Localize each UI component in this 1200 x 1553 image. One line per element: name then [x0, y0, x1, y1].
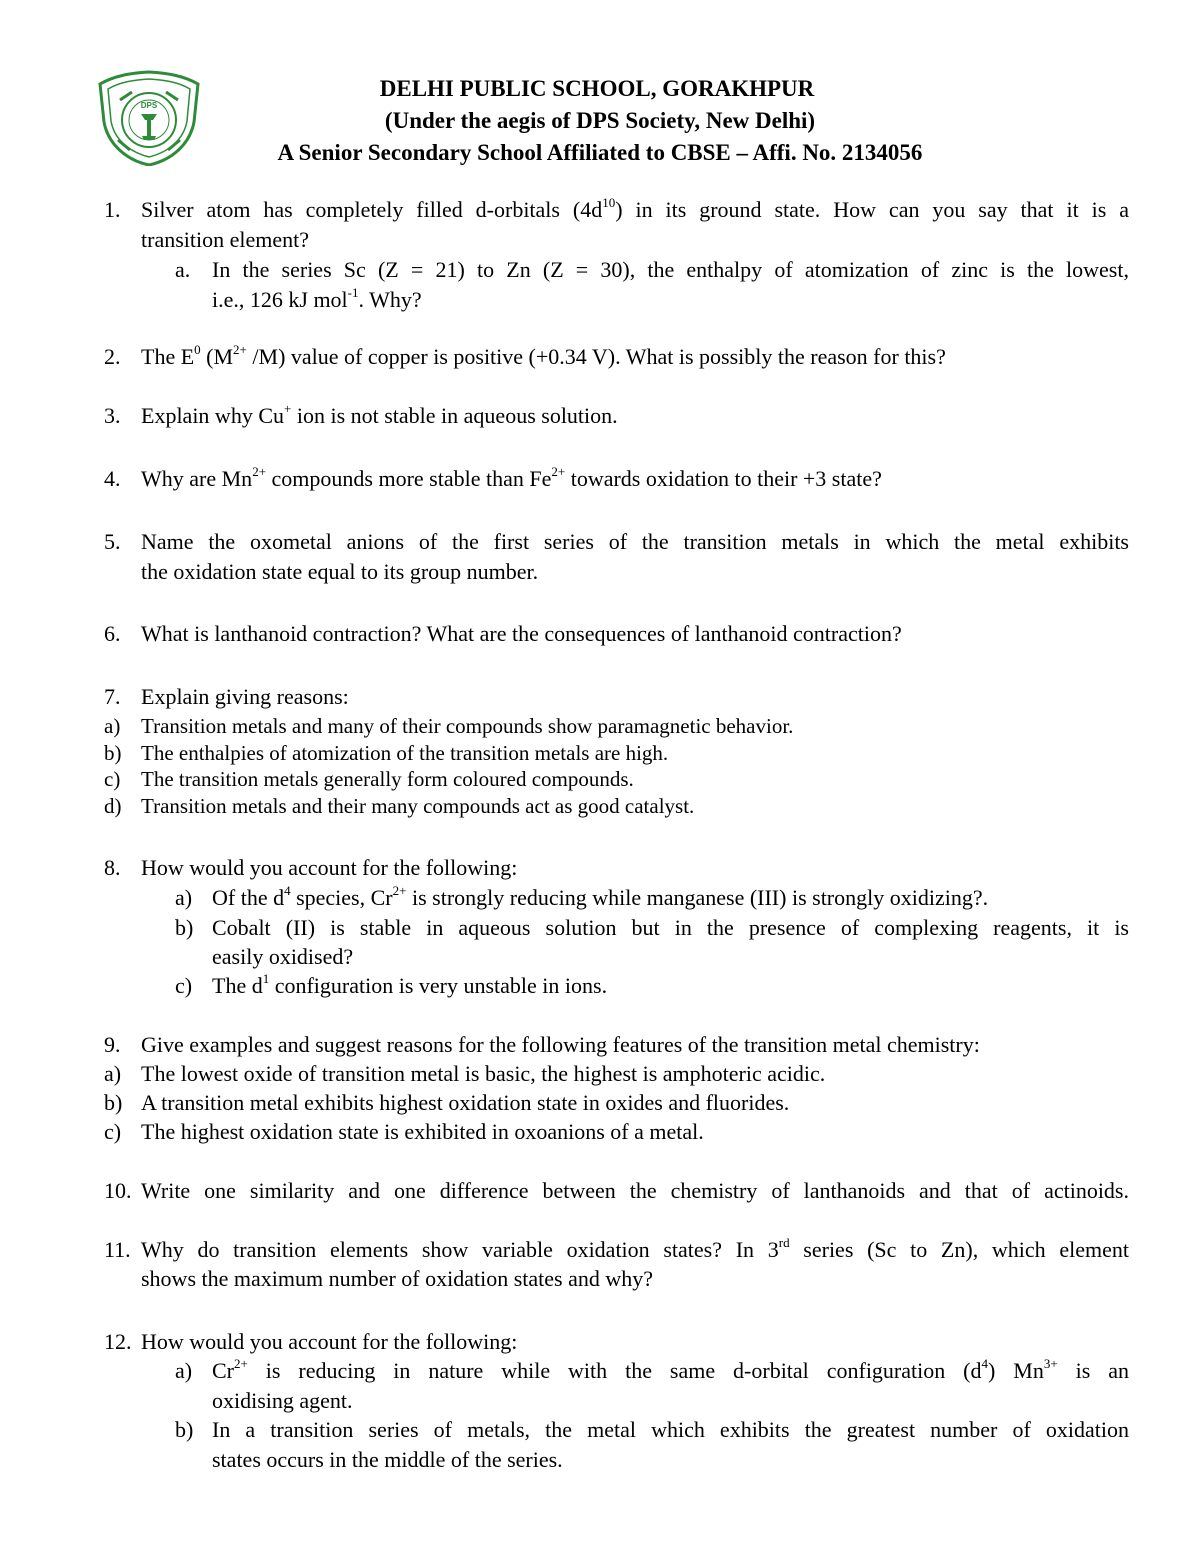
subpart-marker: a)	[175, 1358, 193, 1383]
subpart-marker: b)	[175, 915, 194, 940]
question-1a-line-1: In the series Sc (Z = 21) to Zn (Z = 30), the enthalpy of atomization of zinc is the lowest,	[212, 257, 1129, 282]
question-8-stem: How would you account for the following:	[141, 855, 518, 880]
question-8b-line-1: Cobalt (II) is stable in aqueous solution but in the presence of complexing reagents, it is	[212, 915, 1129, 940]
subpart-marker: a)	[104, 1061, 122, 1086]
question-12b-line-2: states occurs in the middle of the series.	[212, 1447, 563, 1472]
question-number: 9.	[104, 1032, 121, 1057]
question-8c: The $d^1$ configuration is very unstable in ions.	[212, 970, 608, 998]
question-number: 4.	[104, 466, 121, 491]
question-12a-line-1: $Cr^{2+}$ is reducing in nature while with the same d-orbital configuration $(d^4)$ $Mn^{3+}$ is an	[212, 1355, 1129, 1383]
subpart-marker: b)	[104, 741, 122, 765]
question-number: 1.	[104, 197, 121, 222]
question-6: What is lanthanoid contraction? What are the consequences of lanthanoid contraction?	[141, 621, 902, 646]
question-10: Write one similarity and one difference between the chemistry of lanthanoids and that of actinoids.	[141, 1178, 1129, 1203]
question-number: 3.	[104, 403, 121, 428]
school-affiliation: A Senior Secondary School Affiliated to CBSE – Affi. No. 2134056	[277, 140, 923, 165]
question-number: 7.	[104, 684, 121, 709]
svg-text:DPS: DPS	[140, 101, 158, 110]
subpart-marker: c)	[175, 973, 193, 998]
question-11-line-2: shows the maximum number of oxidation states and why?	[141, 1266, 654, 1291]
subpart-marker: b)	[104, 1090, 123, 1115]
question-number: 12.	[104, 1329, 132, 1354]
question-9-stem: Give examples and suggest reasons for the following features of the transition metal chemistry:	[141, 1032, 980, 1057]
question-9b: A transition metal exhibits highest oxidation state in oxides and fluorides.	[141, 1090, 790, 1115]
question-8b-line-2: easily oxidised?	[212, 944, 354, 969]
question-1-line-1: Silver atom has completely filled d-orbitals $(4d^{10})$ in its ground state. How can you say that it is a	[141, 194, 1129, 222]
school-aegis: (Under the aegis of DPS Society, New Delhi)	[384, 108, 816, 133]
question-7b: The enthalpies of atomization of the transition metals are high.	[141, 741, 669, 765]
subpart-marker: c)	[104, 1119, 122, 1144]
question-1a-line-2: i.e., 126 kJ mol$^{-1}$. Why?	[212, 284, 422, 312]
subpart-marker: c)	[104, 767, 121, 791]
question-4: Why are $Mn^{2+}$ compounds more stable than $Fe^{2+}$ towards oxidation to their +3 state?	[141, 463, 882, 491]
question-12b-line-1: In a transition series of metals, the metal which exhibits the greatest number of oxidation	[212, 1417, 1129, 1442]
question-1-line-2: transition element?	[141, 227, 309, 252]
question-5-line-1: Name the oxometal anions of the first series of the transition metals in which the metal exhibits	[141, 529, 1129, 554]
subpart-marker: a)	[104, 714, 121, 738]
school-name: DELHI PUBLIC SCHOOL, GORAKHPUR	[379, 76, 815, 101]
question-number: 10.	[104, 1178, 132, 1203]
question-12a-line-2: oxidising agent.	[212, 1388, 353, 1413]
subpart-marker: b)	[175, 1417, 194, 1442]
question-number: 5.	[104, 529, 121, 554]
subpart-marker: a.	[175, 257, 191, 282]
question-2: The $E^0$ ($M^{2+}$ /M) value of copper is positive (+0.34 V). What is possibly the reason for this?	[141, 341, 946, 369]
question-9a: The lowest oxide of transition metal is basic, the highest is amphoteric acidic.	[141, 1061, 826, 1086]
question-7c: The transition metals generally form coloured compounds.	[141, 767, 634, 791]
question-3: Explain why Cu+ ion is not stable in aqueous solution.	[141, 400, 618, 428]
subpart-marker: d)	[104, 794, 122, 818]
question-number: 2.	[104, 344, 121, 369]
question-number: 6.	[104, 621, 121, 646]
question-number: 11.	[104, 1237, 131, 1262]
question-9c: The highest oxidation state is exhibited in oxoanions of a metal.	[141, 1119, 704, 1144]
question-5-line-2: the oxidation state equal to its group number.	[141, 559, 539, 584]
question-12-stem: How would you account for the following:	[141, 1329, 518, 1354]
question-7d: Transition metals and their many compounds act as good catalyst.	[141, 794, 695, 818]
question-8a: Of the $d^4$ species, $Cr^{2+}$ is strongly reducing while manganese (III) is strongly oxidizing?.	[212, 882, 989, 910]
question-number: 8.	[104, 855, 121, 880]
question-7-stem: Explain giving reasons:	[141, 684, 349, 709]
subpart-marker: a)	[175, 885, 193, 910]
question-7a: Transition metals and many of their compounds show paramagnetic behavior.	[141, 714, 794, 738]
question-11-line-1: Why do transition elements show variable oxidation states? In 3rd series (Sc to Zn), which element	[141, 1234, 1129, 1262]
